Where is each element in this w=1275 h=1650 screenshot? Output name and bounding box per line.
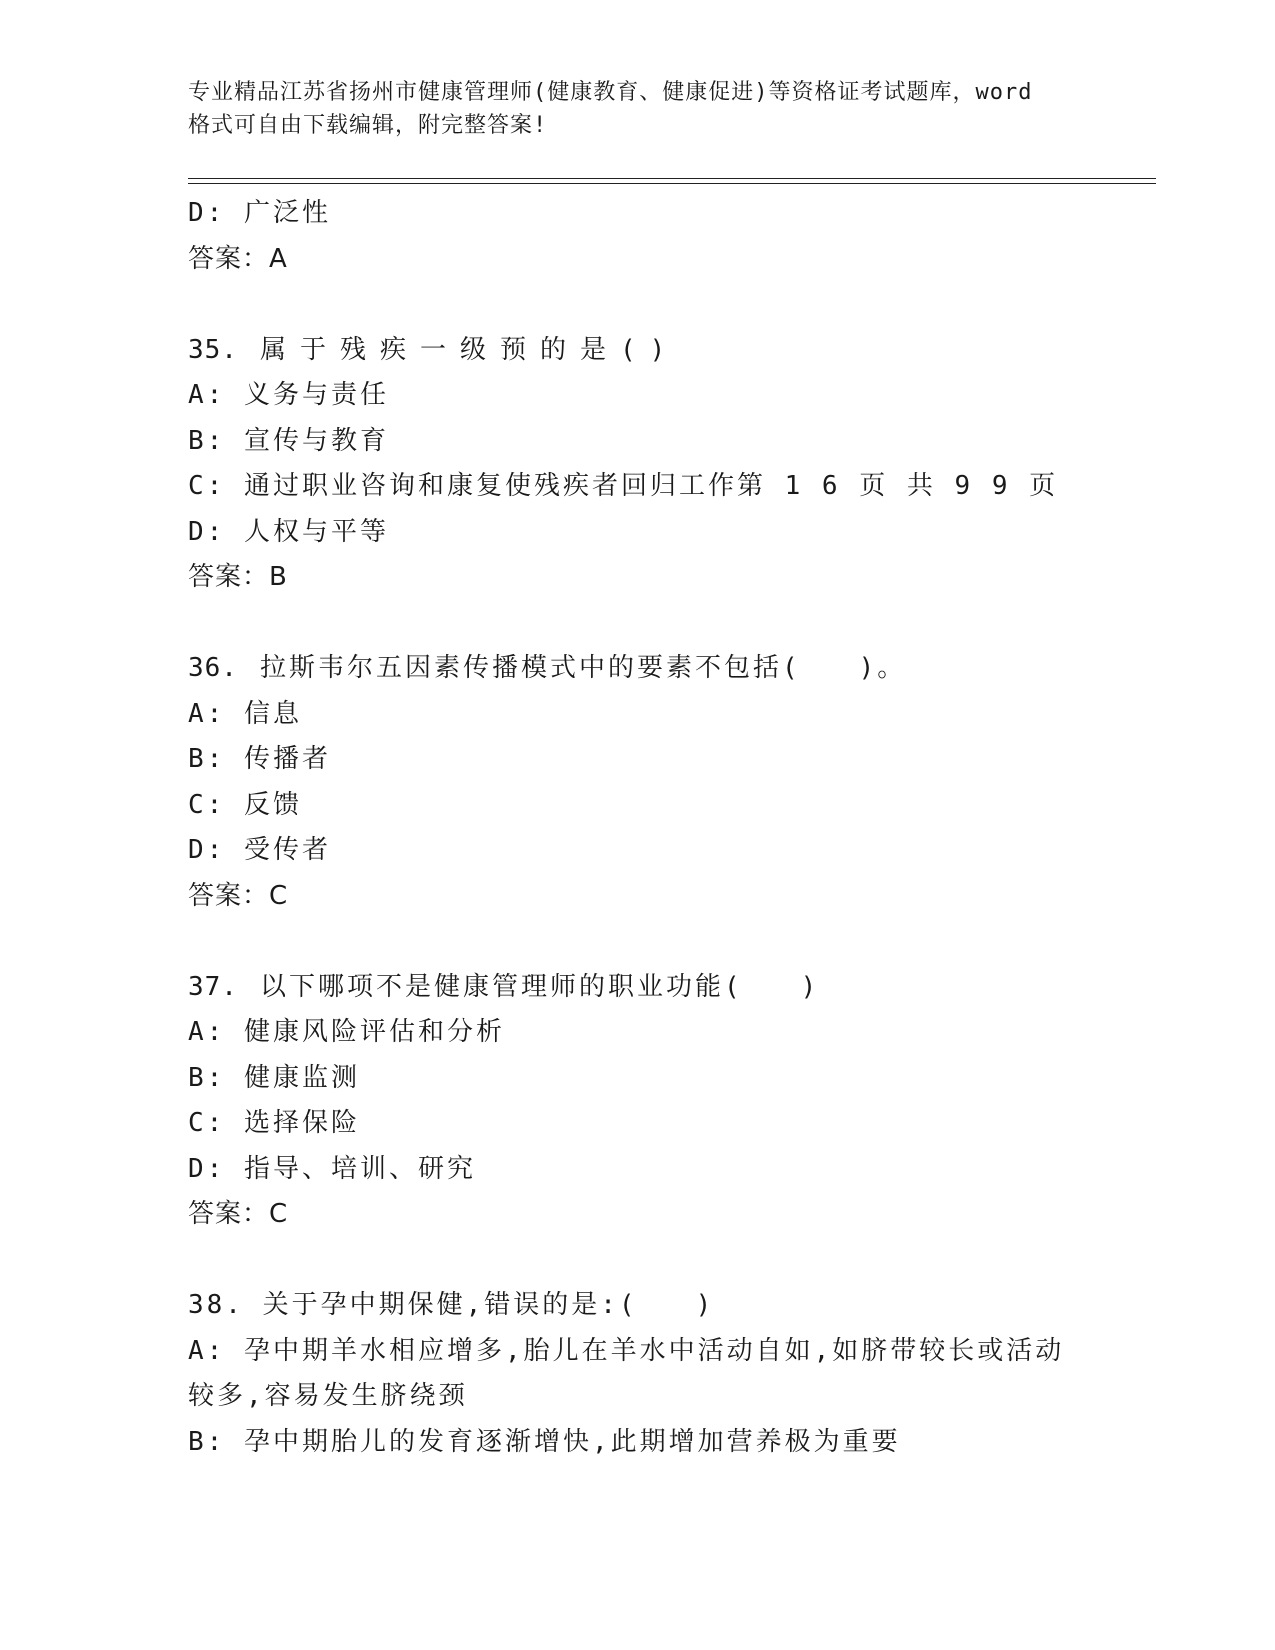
document-header bbox=[188, 76, 1088, 142]
question-35-title bbox=[188, 328, 1088, 374]
question-36-option-d: D: 受传者 bbox=[188, 835, 331, 865]
spacer bbox=[188, 1238, 1088, 1284]
question-35-option-d: D: 人权与平等 bbox=[188, 516, 389, 547]
header-rule-bottom bbox=[188, 183, 1156, 184]
question-37-answer: 答案：C bbox=[188, 1199, 289, 1229]
question-37-option-a: A: 健康风险评估和分析 bbox=[188, 1017, 505, 1047]
question-37-option-b: B: 健康监测 bbox=[188, 1062, 360, 1093]
question-38-title bbox=[188, 1283, 1088, 1329]
header-line-1: 专业精品江苏省扬州市健康管理师(健康教育、健康促进)等资格证考试题库，word bbox=[188, 80, 1033, 105]
question-number: 38. bbox=[188, 1290, 244, 1320]
question-35-option-a: A: 义务与责任 bbox=[188, 380, 389, 410]
question-35-answer: 答案：B bbox=[188, 562, 288, 592]
question-36-title bbox=[188, 646, 1088, 692]
question-36-option-a: A: 信息 bbox=[188, 698, 302, 729]
prev-answer: 答案：A bbox=[188, 243, 288, 274]
question-number: 36. bbox=[188, 653, 238, 683]
question-number: 35. bbox=[188, 334, 238, 365]
question-list bbox=[188, 191, 1088, 1465]
question-text: 以下哪项不是健康管理师的职业功能( ) bbox=[260, 971, 820, 1002]
question-37-title bbox=[188, 965, 1088, 1011]
header-rule-top bbox=[188, 178, 1156, 179]
spacer bbox=[188, 601, 1088, 647]
question-35-option-c: C: 通过职业咨询和康复使残疾者回归工作第 1 6 页 共 9 9 页 bbox=[188, 471, 1059, 501]
question-36-option-c: C: 反馈 bbox=[188, 789, 302, 820]
spacer bbox=[188, 282, 1088, 328]
question-text: 拉斯韦尔五因素传播模式中的要素不包括( )。 bbox=[260, 653, 907, 683]
question-36-option-b: B: 传播者 bbox=[188, 744, 331, 774]
question-text: 属于残疾一级预的是() bbox=[260, 334, 680, 365]
header-line-2: 格式可自由下载编辑，附完整答案! bbox=[188, 113, 548, 138]
prev-option-d: D: 广泛性 bbox=[188, 198, 331, 228]
question-38-option-b: B: 孕中期胎儿的发育逐渐增快,此期增加营养极为重要 bbox=[188, 1426, 901, 1457]
question-37-option-c: C: 选择保险 bbox=[188, 1108, 360, 1138]
spacer bbox=[188, 919, 1088, 965]
question-36-answer: 答案：C bbox=[188, 880, 289, 911]
question-text: 关于孕中期保健,错误的是:( ) bbox=[262, 1290, 715, 1320]
question-38-option-a: A: 孕中期羊水相应增多,胎儿在羊水中活动自如,如脐带较长或活动较多,容易发生脐绕颈 bbox=[188, 1335, 1065, 1411]
question-number: 37. bbox=[188, 971, 238, 1002]
question-37-option-d: D: 指导、培训、研究 bbox=[188, 1153, 476, 1184]
question-35-option-b: B: 宣传与教育 bbox=[188, 425, 389, 456]
